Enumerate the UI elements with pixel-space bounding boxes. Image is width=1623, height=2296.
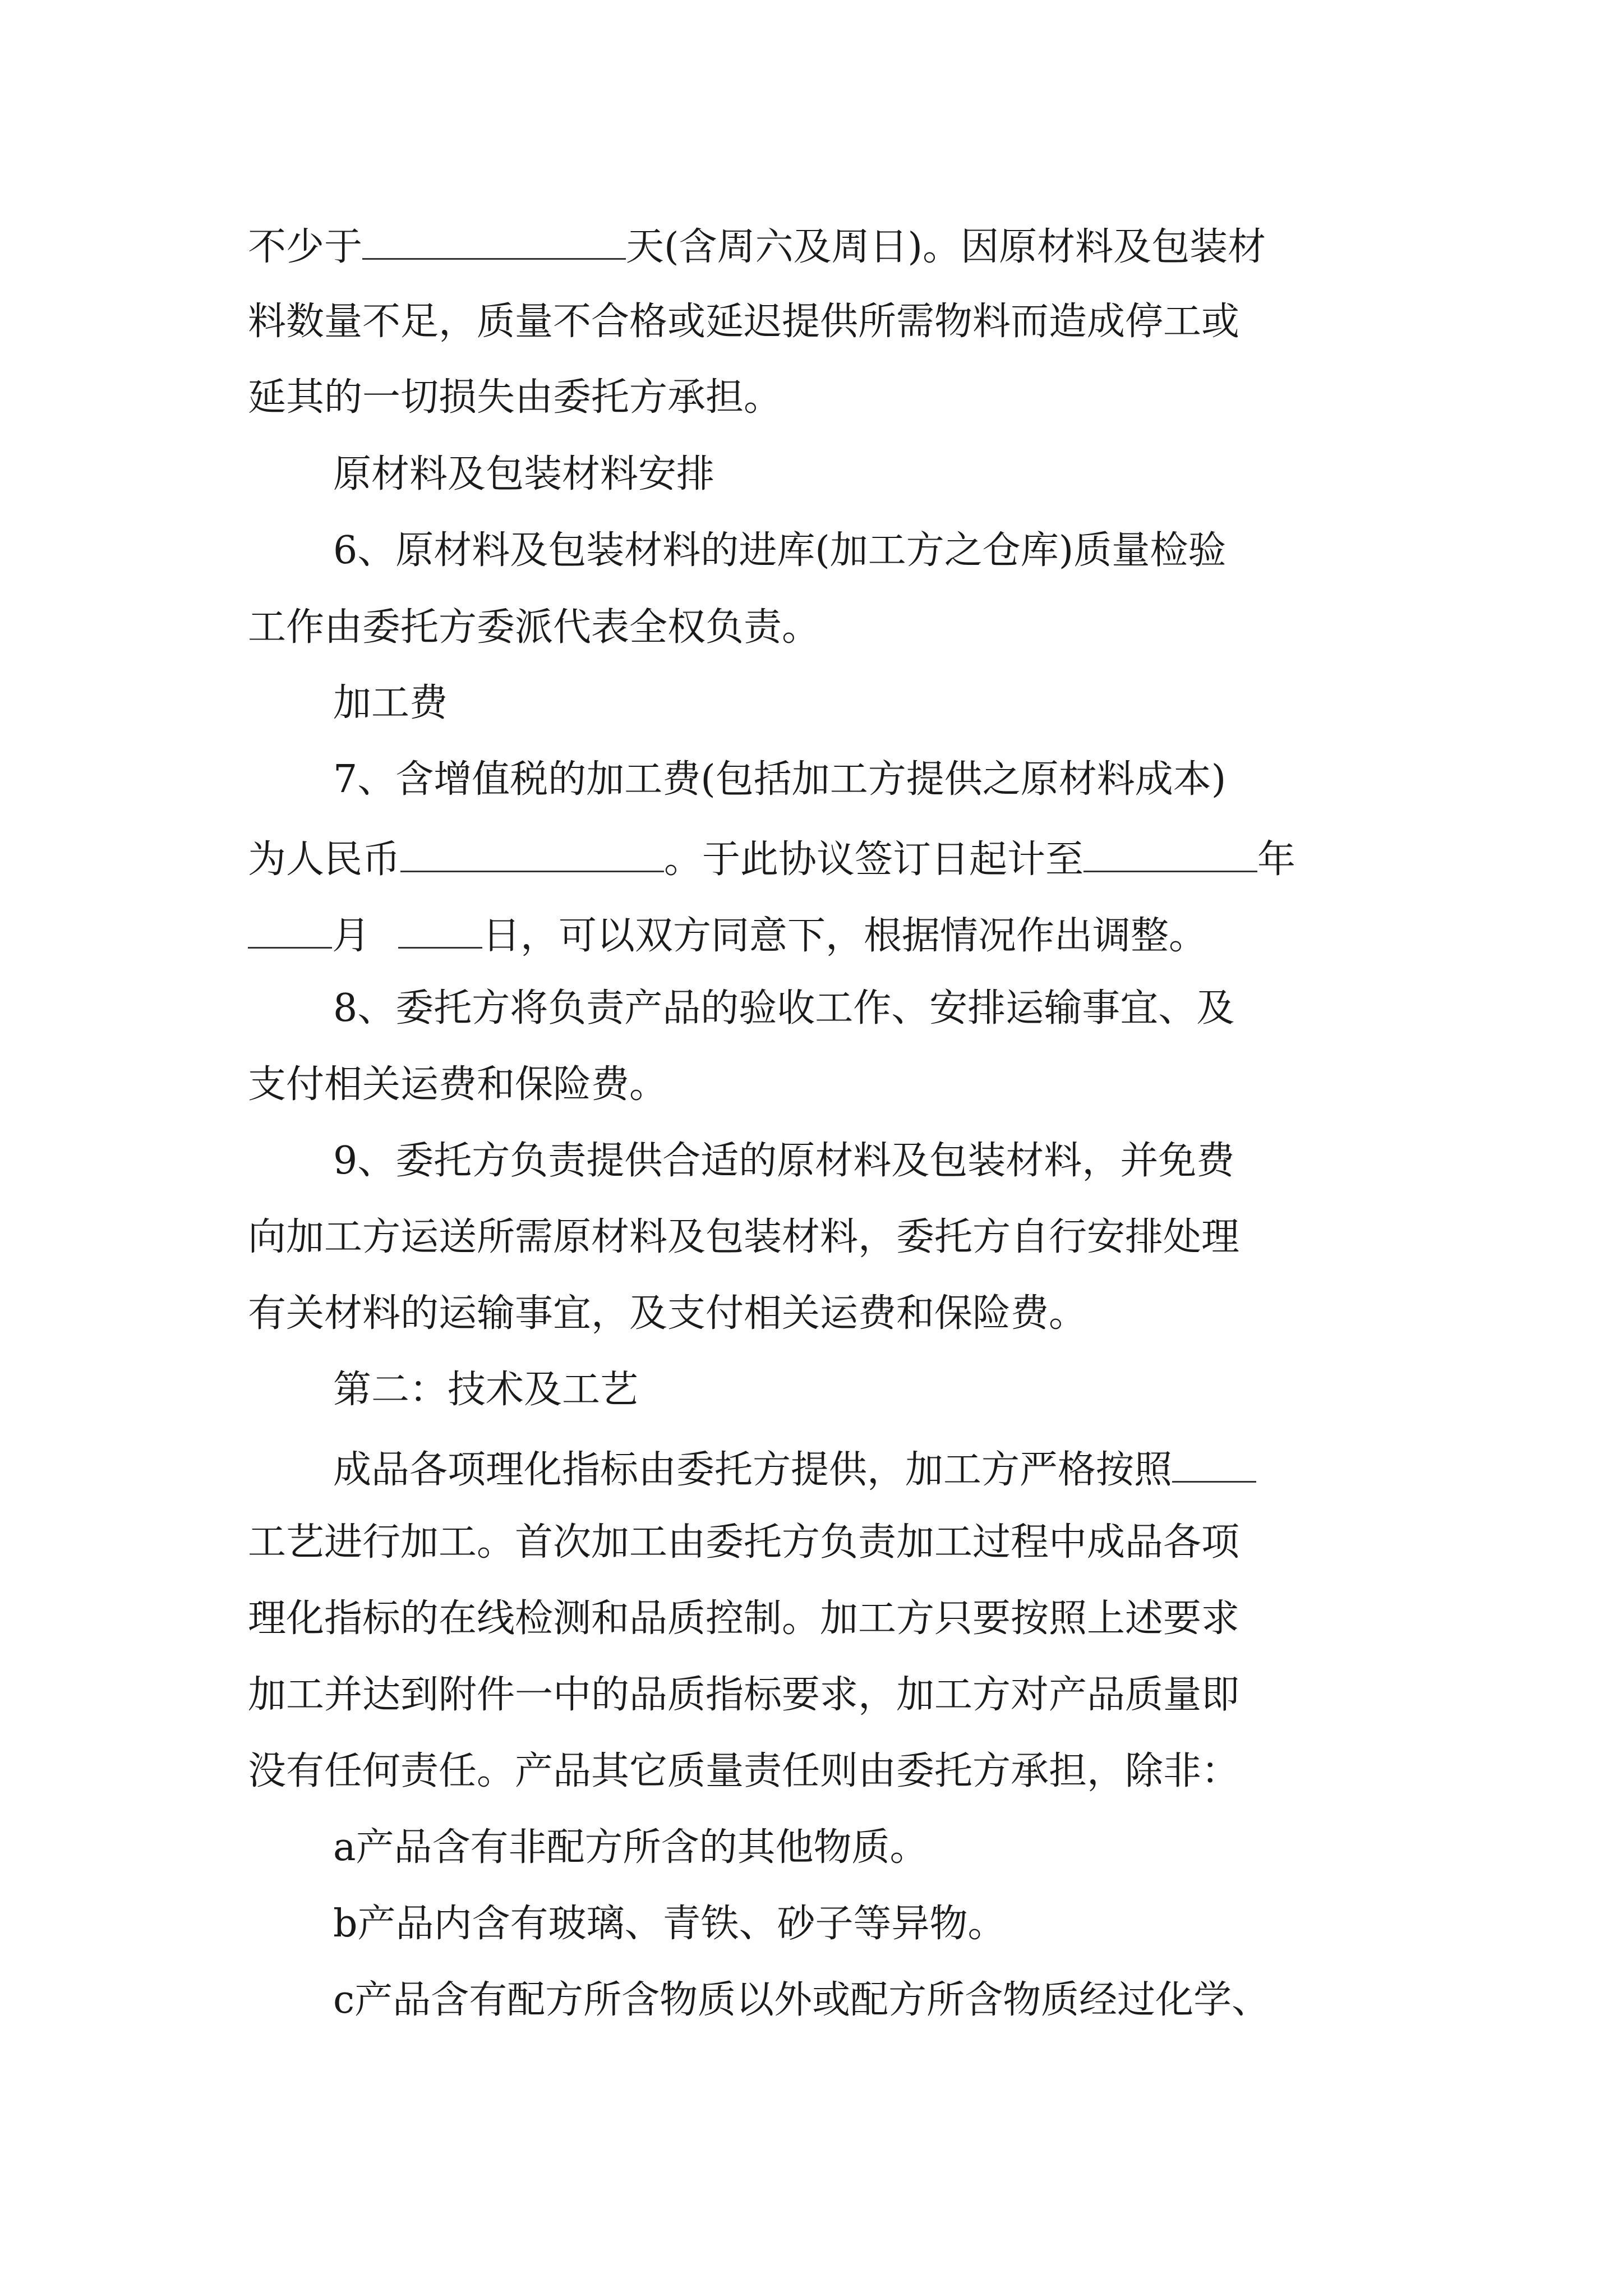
fill-blank bbox=[1172, 1447, 1256, 1483]
text-line: 向加工方运送所需原材料及包装材料，委托方自行安排处理 bbox=[248, 1215, 1240, 1259]
text-line: 月 日，可以双方同意下，根据情况作出调整。 bbox=[248, 913, 1207, 955]
fill-blank bbox=[1083, 837, 1257, 872]
text-line: 延其的一切损失由委托方承担。 bbox=[248, 375, 782, 420]
text-line: 不少于 天(含周六及周日)。因原材料及包装材 bbox=[248, 225, 1266, 269]
text-line: 理化指标的在线检测和品质控制。加工方只要按照上述要求 bbox=[248, 1596, 1240, 1641]
text-line: 加工并达到附件一中的品质指标要求，加工方对产品质量即 bbox=[248, 1673, 1240, 1717]
clause-item: 8、委托方将负责产品的验收工作、安排运输事宜、及 bbox=[333, 986, 1235, 1030]
fill-blank bbox=[248, 913, 332, 949]
text-line: 为人民币 。于此协议签订日起计至 年 bbox=[248, 838, 1296, 882]
text-line: 工艺进行加工。首次加工由委托方负责加工过程中成品各项 bbox=[248, 1520, 1240, 1565]
text-line: 工作由委托方委派代表全权负责。 bbox=[248, 605, 820, 650]
text-line: 没有任何责任。产品其它质量责任则由委托方承担，除非： bbox=[248, 1749, 1240, 1793]
clause-item: 7、含增值税的加工费(包括加工方提供之原材料成本) bbox=[333, 757, 1227, 802]
clause-item: 9、委托方负责提供合适的原材料及包装材料，并免费 bbox=[333, 1139, 1235, 1183]
list-item: b产品内含有玻璃、青铁、砂子等异物。 bbox=[333, 1902, 1006, 1946]
text-line: 料数量不足，质量不合格或延迟提供所需物料而造成停工或 bbox=[248, 300, 1240, 344]
section-heading: 原材料及包装材料安排 bbox=[333, 452, 715, 496]
list-item: c产品含有配方所含物质以外或配方所含物质经过化学、 bbox=[333, 1978, 1270, 2022]
section-heading: 第二：技术及工艺 bbox=[333, 1368, 639, 1412]
fill-blank bbox=[398, 913, 482, 949]
text-line: 成品各项理化指标由委托方提供，加工方严格按照 bbox=[333, 1447, 1256, 1489]
fill-blank bbox=[362, 224, 626, 260]
text-line: 支付相关运费和保险费。 bbox=[248, 1062, 668, 1107]
clause-item: 6、原材料及包装材料的进库(加工方之仓库)质量检验 bbox=[333, 528, 1227, 573]
list-item: a产品含有非配方所含的其他物质。 bbox=[333, 1825, 928, 1870]
text-line: 有关材料的运输事宜，及支付相关运费和保险费。 bbox=[248, 1291, 1087, 1336]
fill-blank bbox=[400, 837, 664, 872]
section-heading: 加工费 bbox=[333, 681, 448, 725]
